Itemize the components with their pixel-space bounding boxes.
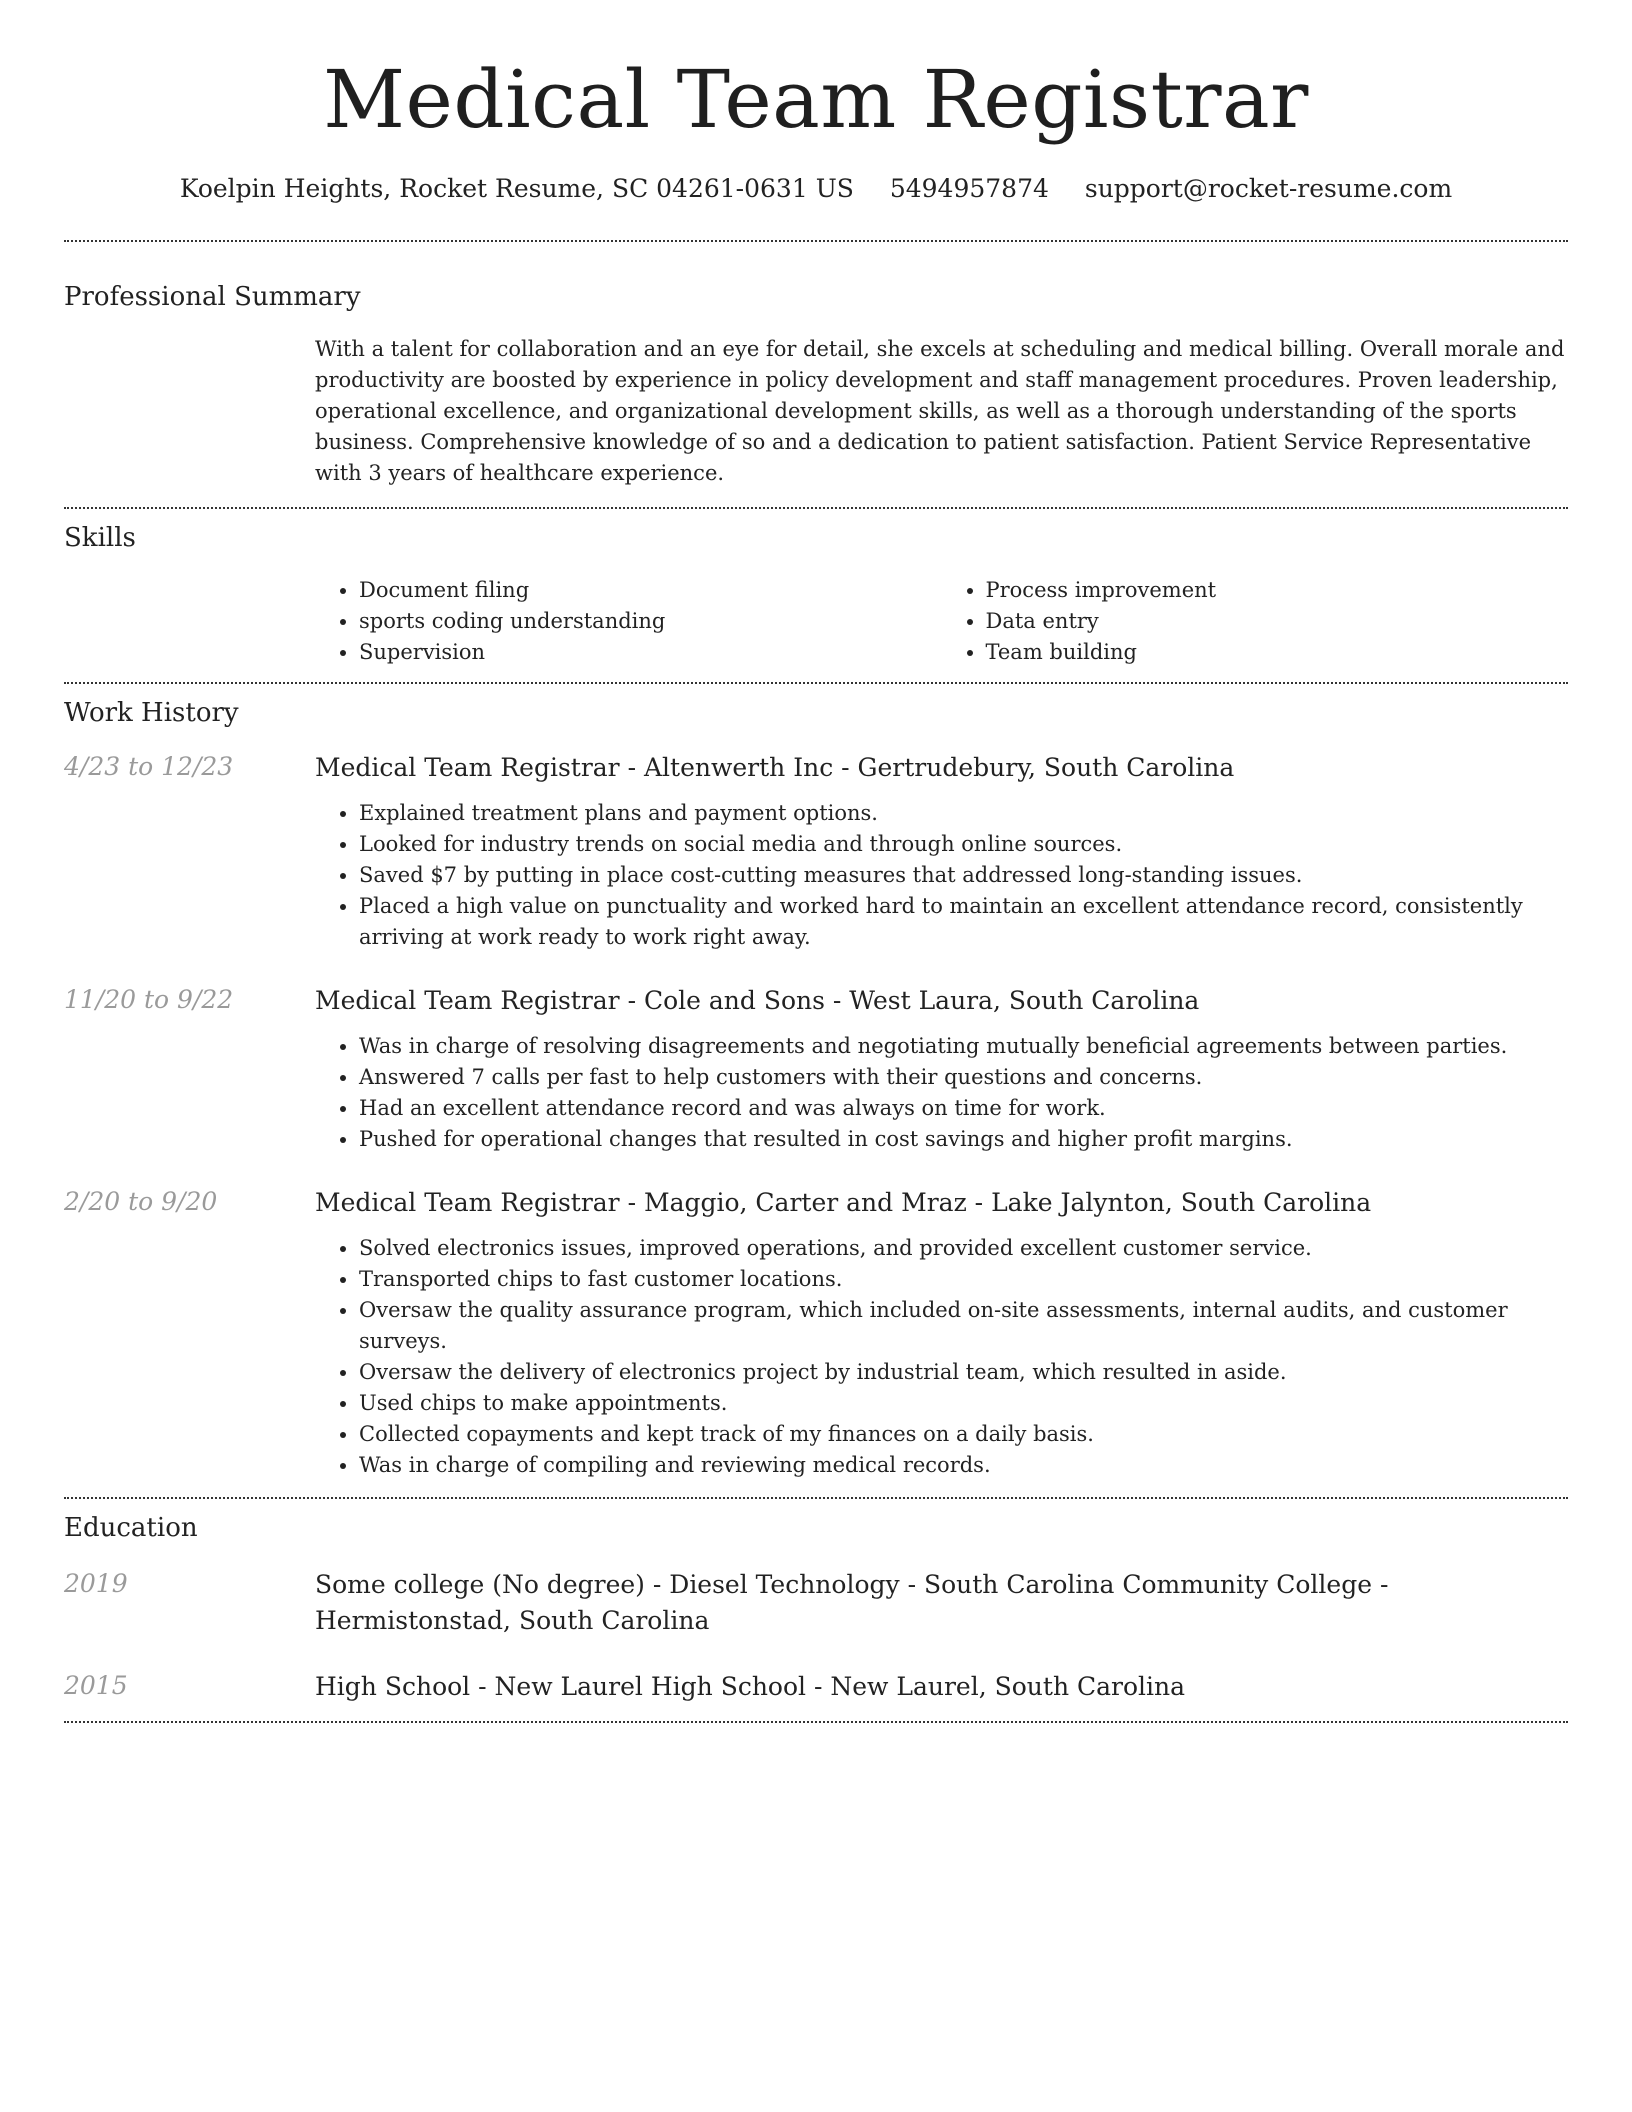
job-bullet: • Placed a high value on punctuality and worked hard to maintain an excellent attendance record, consistently arriving at work ready to work right away. [359,891,1568,953]
job-bullet: • Pushed for operational changes that resulted in cost savings and higher profit margins. [359,1124,1568,1155]
job-bullets [315,1031,1568,1155]
education-degree: Some college (No degree) - Diesel Technology [315,1570,900,1599]
job-bullet: • Was in charge of resolving disagreements and negotiating mutually beneficial agreements between parties. [359,1031,1568,1062]
education-section [64,1499,1568,1721]
divider [64,1721,1568,1723]
job-bullets [315,1233,1568,1481]
job-role: Medical Team Registrar [315,753,620,782]
job-role: Medical Team Registrar [315,986,620,1015]
resume-name: Medical Team Registrar [323,53,1309,146]
job-bullet: • Used chips to make appointments. [359,1388,1568,1419]
skill-item: • Team building [986,637,1569,668]
job-details: - Maggio, Carter and Mraz - Lake Jalynton, South Carolina [619,1188,1372,1217]
job-details: - Cole and Sons - West Laura, South Carolina [619,986,1200,1015]
skills-title: Skills [64,523,136,553]
education-heading [315,1567,1568,1639]
job-heading [315,983,1568,1019]
job-role: Medical Team Registrar [315,1188,620,1217]
job-bullet: • Had an excellent attendance record and was always on time for work. [359,1093,1568,1124]
education-heading [315,1669,1568,1705]
education-title: Education [64,1513,198,1543]
education-details: - South Carolina Community College - Hermistonstad, South Carolina [315,1570,1389,1635]
job-bullets [315,798,1568,953]
skills-section [64,509,1568,682]
job-bullet: • Transported chips to fast customer locations. [359,1264,1568,1295]
contact-email: support@rocket-resume.com [1084,174,1453,203]
job-bullet: • Answered 7 calls per fast to help customers with their questions and concerns. [359,1062,1568,1093]
job-heading [315,750,1568,786]
job-heading [315,1185,1568,1221]
job-bullet: • Oversaw the quality assurance program, which included on-site assessments, internal audits, and customer surveys. [359,1295,1568,1357]
skill-item: • Supervision [359,637,942,668]
job-entry [64,750,1568,953]
job-bullet: • Was in charge of compiling and reviewing medical records. [359,1450,1568,1481]
contact-line [64,172,1568,206]
job-bullet: • Solved electronics issues, improved operations, and provided excellent customer service. [359,1233,1568,1264]
education-entry [64,1669,1568,1705]
job-entry [64,1185,1568,1481]
job-bullet: • Collected copayments and kept track of my finances on a daily basis. [359,1419,1568,1450]
contact-phone: 5494957874 [889,174,1049,203]
skill-item: • Document filing [359,575,942,606]
job-dates: 4/23 to 12/23 [64,752,234,781]
job-bullet: • Explained treatment plans and payment options. [359,798,1568,829]
summary-section [64,242,1568,507]
job-bullet: • Oversaw the delivery of electronics project by industrial team, which resulted in aside. [359,1357,1568,1388]
job-details: - Altenwerth Inc - Gertrudebury, South Carolina [619,753,1235,782]
job-dates: 2/20 to 9/20 [64,1187,218,1216]
summary-title: Professional Summary [64,282,361,312]
education-details: - New Laurel High School - New Laurel, South Carolina [470,1672,1186,1701]
summary-text: With a talent for collaboration and an eye for detail, she excels at scheduling and medical billing. Overall morale and productivity are boosted by experience in policy development and staff management procedures. Proven leadership, operational excellence, and organizational development skills, as well as a thorough understanding of the sports business. Comprehensive knowledge of so and a dedication to patient satisfaction. Patient Service Representative with 3 years of healthcare experience. [315,337,1565,485]
job-entry [64,983,1568,1155]
skill-item: • Data entry [986,606,1569,637]
contact-address: Koelpin Heights, Rocket Resume, SC 04261-0631 US [179,174,854,203]
skill-item: • Process improvement [986,575,1569,606]
work-title: Work History [64,698,239,728]
skill-item: • sports coding understanding [359,606,942,637]
education-entry [64,1567,1568,1639]
education-year: 2015 [64,1671,128,1700]
skills-list-right [942,575,1569,668]
education-degree: High School [315,1672,471,1701]
job-bullet: • Looked for industry trends on social media and through online sources. [359,829,1568,860]
job-dates: 11/20 to 9/22 [64,985,234,1014]
job-bullet: • Saved $7 by putting in place cost-cutting measures that addressed long-standing issues. [359,860,1568,891]
education-year: 2019 [64,1569,128,1598]
work-section [64,684,1568,1497]
skills-list-left [315,575,942,668]
